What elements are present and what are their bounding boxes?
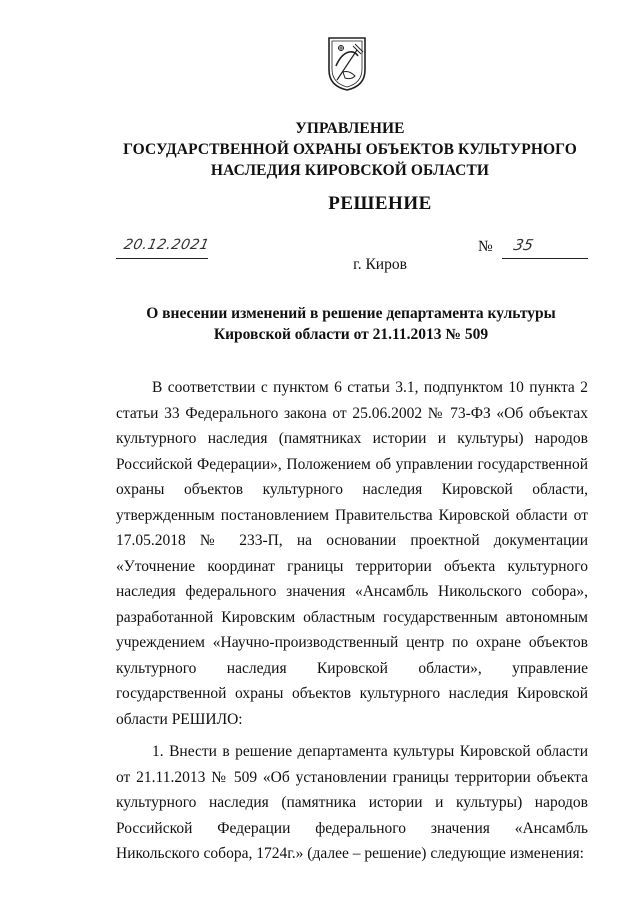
city-line: г. Киров <box>353 256 407 273</box>
organization-header <box>0 118 640 181</box>
decision-date-handwritten: 20.12.2021 <box>122 237 211 253</box>
org-line-1: УПРАВЛЕНИЕ <box>295 120 405 137</box>
org-line-3: НАСЛЕДИЯ КИРОВСКОЙ ОБЛАСТИ <box>210 162 490 179</box>
preamble-paragraph: В соответствии с пунктом 6 статьи 3.1, подпунктом 10 пункта 2 статьи 33 Федерального закона от 25.06.2002 № 73-ФЗ «Об объектах культурного наследия (памятниках истории и культуры) народов Российской Федерации», Положением об управлении государственной охраны объектов культурного наследия Кировской области, утвержденным постановлением Правительства Кировской области от 17.05.2018 № 233-П, на основании проектной документации «Уточнение координат границы территории объекта культурного наследия федерального значения «Ансамбль Никольского собора», разработанной Кировским областным государственным автономным учреждением «Научно-производственный центр по охране объектов культурного наследия Кировской области», управление государственной охраны объектов культурного наследия Кировской области РЕШИЛО: <box>116 379 588 728</box>
org-line-2: ГОСУДАРСТВЕННОЙ ОХРАНЫ ОБЪЕКТОВ КУЛЬТУРНОГО <box>123 141 577 158</box>
coat-of-arms-icon <box>327 36 367 92</box>
decision-subject: О внесении изменений в решение департамента культуры Кировской области от 21.11.2013 № 509 <box>146 305 556 343</box>
decision-number-handwritten: 35 <box>512 236 536 254</box>
number-sign: № <box>478 238 493 255</box>
item-1-paragraph: 1. Внести в решение департамента культуры Кировской области от 21.11.2013 № 509 «Об установлении границы территории объекта культурного наследия (памятника истории и культуры) народов Российской Федерации федерального значения «Ансамбль Никольского собора, 1724г.» (далее – решение) следующие изменения: <box>116 743 588 862</box>
document-type-title: РЕШЕНИЕ <box>328 193 432 214</box>
